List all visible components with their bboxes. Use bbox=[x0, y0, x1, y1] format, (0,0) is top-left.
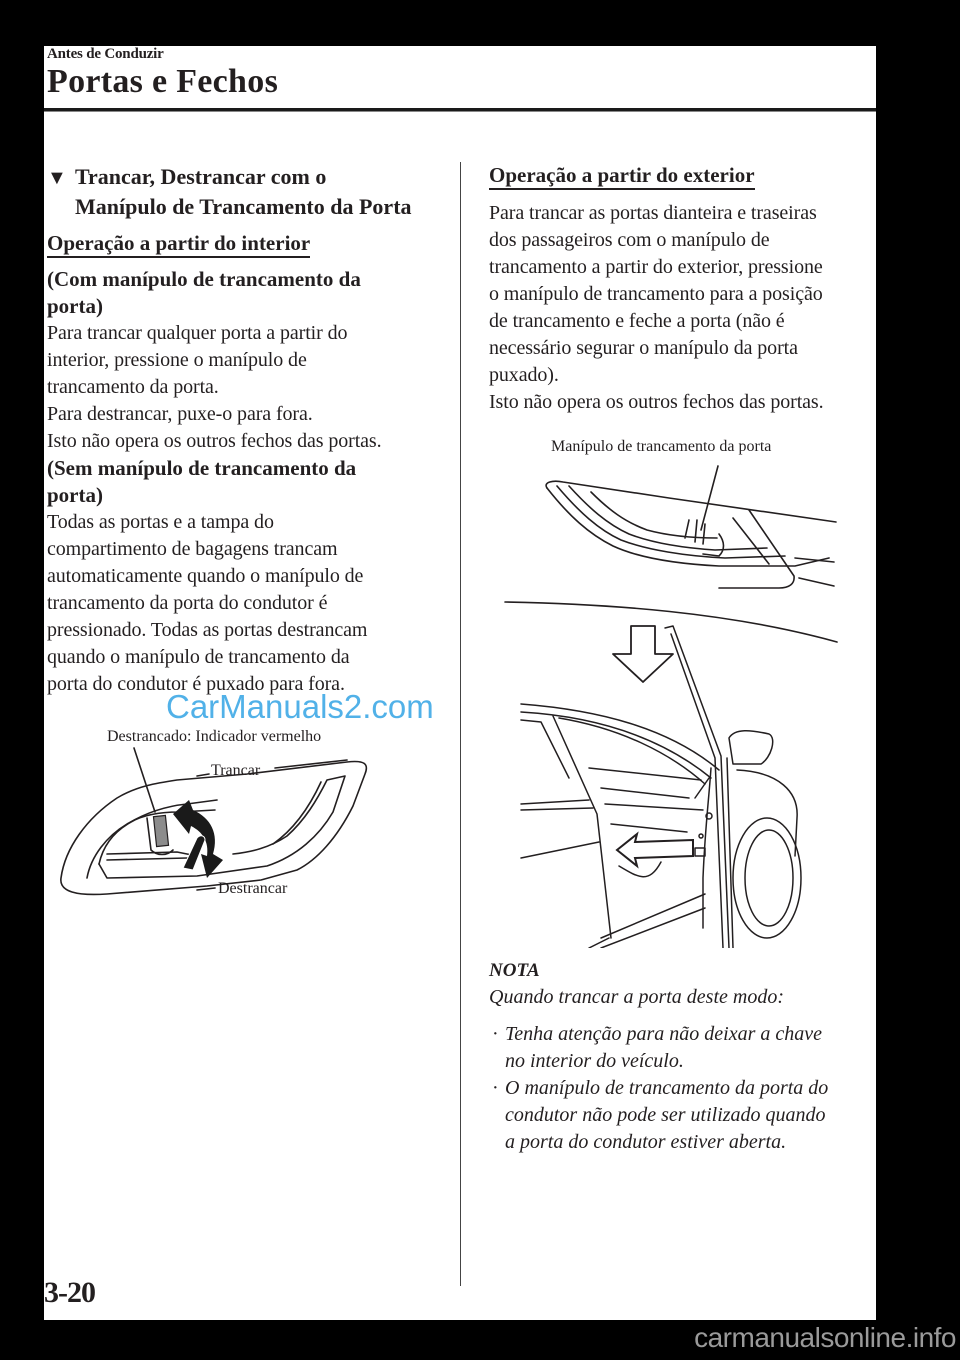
text-line: · O manípulo de trancamento da porta do bbox=[505, 1077, 829, 1099]
subheading-interior: Operação a partir do interior bbox=[47, 230, 310, 258]
text-line: porta do condutor é puxado para fora. bbox=[47, 673, 345, 695]
topic-heading-line: Trancar, Destrancar com o bbox=[75, 164, 327, 189]
without-lock-paragraph bbox=[47, 509, 447, 698]
note-bullet bbox=[489, 1075, 874, 1156]
text-line: compartimento de bagagens trancam bbox=[47, 538, 338, 560]
text-line: · Tenha atenção para não deixar a chave bbox=[505, 1023, 822, 1045]
text-line: Para trancar as portas dianteira e traseiras bbox=[489, 202, 817, 224]
label-unlocked-indicator: Destrancado: Indicador vermelho bbox=[107, 728, 322, 745]
interior-handle-figure bbox=[47, 728, 447, 918]
topic-heading bbox=[47, 162, 447, 222]
left-column bbox=[47, 162, 447, 918]
note-intro: Quando trancar a porta deste modo: bbox=[489, 986, 784, 1008]
text-line: necessário segurar o manípulo da porta bbox=[489, 337, 798, 359]
text-line: Isto não opera os outros fechos das portas. bbox=[47, 430, 382, 452]
topic-heading-line: Manípulo de Trancamento da Porta bbox=[75, 194, 412, 219]
manual-page bbox=[44, 46, 876, 1320]
note-block bbox=[489, 958, 874, 1156]
label-door-lock-knob: Manípulo de trancamento da porta bbox=[551, 438, 772, 455]
text-line: dos passageiros com o manípulo de bbox=[489, 229, 770, 251]
text-line: a porta do condutor estiver aberta. bbox=[505, 1131, 787, 1153]
header-rule bbox=[44, 108, 876, 112]
text-line: puxado). bbox=[489, 364, 559, 386]
text-line: Todas as portas e a tampa do bbox=[47, 511, 274, 533]
exterior-lock-figure bbox=[489, 438, 874, 948]
without-lock-heading bbox=[47, 455, 447, 509]
heading-line: porta) bbox=[47, 483, 103, 507]
watermark-carmanualsonline: carmanualsonline.info bbox=[694, 1322, 956, 1353]
text-line: interior, pressione o manípulo de bbox=[47, 349, 307, 371]
text-line: quando o manípulo de trancamento da bbox=[47, 646, 350, 668]
page-number: 3-20 bbox=[44, 1276, 95, 1309]
text-line: trancamento a partir do exterior, pressione bbox=[489, 256, 823, 278]
car-door-illustration bbox=[489, 438, 874, 948]
note-title: NOTA bbox=[489, 960, 540, 981]
heading-line: (Sem manípulo de trancamento da bbox=[47, 456, 357, 480]
column-divider bbox=[460, 162, 461, 1286]
text-line: pressionado. Todas as portas destrancam bbox=[47, 619, 368, 641]
triangle-marker-icon: ▼ bbox=[47, 167, 67, 189]
with-lock-paragraph bbox=[47, 320, 447, 455]
section-title: Portas e Fechos bbox=[47, 63, 279, 100]
subheading-exterior: Operação a partir do exterior bbox=[489, 162, 755, 190]
text-line: Para trancar qualquer porta a partir do bbox=[47, 322, 348, 344]
note-bullet bbox=[489, 1021, 874, 1075]
text-line: de trancamento e feche a porta (não é bbox=[489, 310, 785, 332]
text-line: trancamento da porta. bbox=[47, 376, 219, 398]
label-unlock: Destrancar bbox=[218, 880, 288, 897]
watermark-carmanuals2: CarManuals2.com bbox=[166, 688, 434, 725]
text-line: no interior do veículo. bbox=[505, 1050, 684, 1072]
heading-line: (Com manípulo de trancamento da bbox=[47, 267, 361, 291]
label-lock: Trancar bbox=[211, 762, 261, 779]
door-handle-illustration bbox=[47, 728, 447, 918]
text-line: automaticamente quando o manípulo de bbox=[47, 565, 364, 587]
chapter-label: Antes de Conduzir bbox=[47, 46, 164, 62]
exterior-paragraph bbox=[489, 200, 874, 416]
text-line: Isto não opera os outros fechos das portas. bbox=[489, 391, 824, 413]
right-column bbox=[489, 162, 874, 1156]
text-line: condutor não pode ser utilizado quando bbox=[505, 1104, 826, 1126]
heading-line: porta) bbox=[47, 294, 103, 318]
with-lock-heading bbox=[47, 266, 447, 320]
text-line: trancamento da porta do condutor é bbox=[47, 592, 328, 614]
text-line: Para destrancar, puxe-o para fora. bbox=[47, 403, 313, 425]
text-line: o manípulo de trancamento para a posição bbox=[489, 283, 823, 305]
